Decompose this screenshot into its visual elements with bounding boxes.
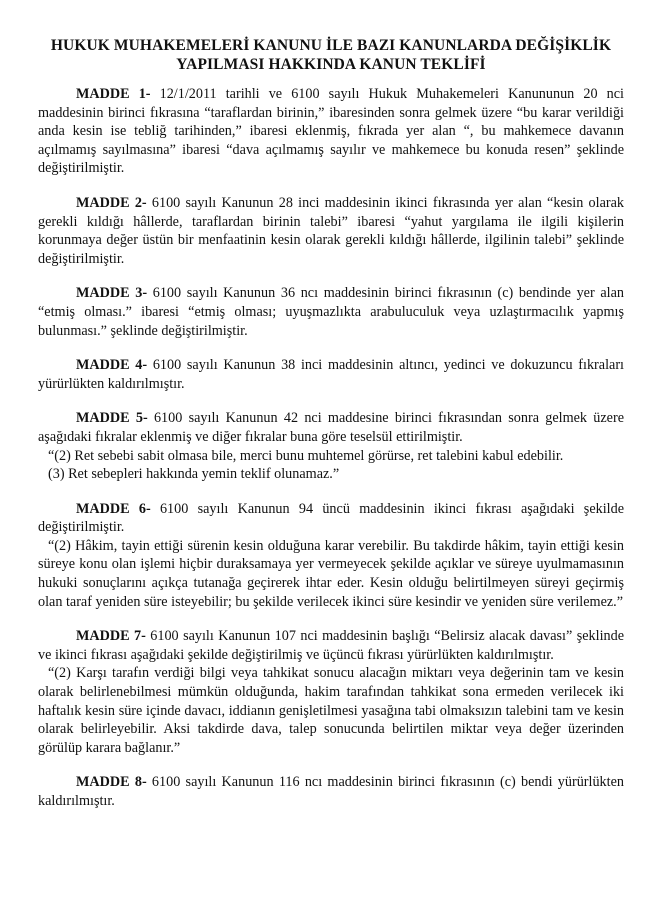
article-heading: MADDE 6- (76, 500, 151, 517)
article-text: 6100 sayılı Kanunun 107 nci maddesinin başlığı “Belirsiz alacak davası” şeklinde ve ikinci fıkrası aşağıdaki şekilde değiştirilmiş ve üçüncü fıkrası yürürlükten kaldırılmıştır. (38, 628, 624, 663)
article-text: 6100 sayılı Kanunun 116 ncı maddesinin birinci fıkrasının (c) bendi yürürlükten kaldırılmıştır. (38, 774, 624, 809)
article-text: 12/1/2011 tarihli ve 6100 sayılı Hukuk Muhakemeleri Kanununun 20 nci maddesinin birinci fıkrasına “taraflardan birinin,” ibaresinden sonra gelmek üzere “bu karar verildiği anda kesin ise tebliğ tarihinden,” ibaresi eklenmiş, fıkrada yer alan “, bu mahkemece davanın açılmamış sayılmasına” ibaresi “dava açılmamış sayılır ve mahkemece bu konuda resen” şeklinde değiştirilmiştir. (38, 86, 624, 177)
article-paragraph (38, 500, 624, 537)
article-7 (38, 627, 624, 757)
article-text: 6100 sayılı Kanunun 36 ncı maddesinin birinci fıkrasının (c) bendinde yer alan “etmiş olması.” ibaresi “etmiş olması; uyuşmazlıkta arabuluculuk veya uzlaştırmacılık yapmış bulunması.” şeklinde değiştirilmiştir. (38, 285, 624, 339)
quoted-paragraph: “(2) Ret sebebi sabit olmasa bile, merci bunu muhtemel görürse, ret talebini kabul edebilir. (48, 447, 564, 464)
article-5 (38, 409, 624, 483)
article-text: 6100 sayılı Kanunun 28 inci maddesinin ikinci fıkrasında yer alan “kesin olarak gerekli kıldığı hâllerde, taraflardan birinin talebi” ibaresi “yahut yargılama ile ilgili kişilerin korunmaya değer üstün bir menfaatinin kesin olarak gerekli kıldığı hâllerde, ilgilinin talebi” şeklinde değiştirilmiştir. (38, 194, 624, 267)
title-line-2: YAPILMASI HAKKINDA KANUN TEKLİFİ (176, 56, 486, 73)
title-line-1: HUKUK MUHAKEMELERİ KANUNU İLE BAZI KANUNLARDA DEĞİŞİKLİK (50, 37, 612, 54)
article-8 (38, 773, 624, 810)
article-6 (38, 500, 624, 612)
article-paragraph (38, 773, 624, 810)
article-heading: MADDE 8- (76, 774, 147, 791)
article-heading: MADDE 7- (76, 628, 146, 645)
article-paragraph (38, 284, 624, 340)
article-paragraph (38, 409, 624, 446)
article-paragraph (38, 356, 624, 393)
article-text: 6100 sayılı Kanunun 38 inci maddesinin altıncı, yedinci ve dokuzuncu fıkraları yürürlükten kaldırılmıştır. (38, 357, 624, 392)
article-heading: MADDE 5- (76, 410, 148, 427)
document-title (38, 36, 624, 74)
article-paragraph (38, 85, 624, 178)
quoted-paragraph: “(2) Karşı tarafın verdiği bilgi veya tahkikat sonucu alacağın miktarı veya değerinin tam ve kesin olarak belirlenebilmesi mümkün olduğunda, hakim tarafından tahkikat sona ermeden verilecek iki haftalık kesin süre içinde davacı, iddianın genişletilmesi yasağına tabi olmaksızın talebini tam ve kesin olarak belirleyebilir. Aksi takdirde dava, talep sonucunda belirtilen miktar veya değer üzerinden görülüp karara bağlanır.” (38, 665, 624, 756)
article-heading: MADDE 2- (76, 194, 147, 211)
article-heading: MADDE 3- (76, 285, 148, 302)
article-3 (38, 284, 624, 340)
quoted-paragraph: “(2) Hâkim, tayin ettiği sürenin kesin olduğuna karar verebilir. Bu takdirde hâkim, tayin ettiği kesin süreye konu olan işlemi hiçbir duraksamaya yer vermeyecek şekilde açıklar ve süreye uyulmamasının hukuki sonuçlarını açıkça tutanağa geçirerek ihtar eder. Kesin olduğu belirtilmeyen süreyi geçirmiş olan taraf yeniden süre isteyebilir; bu şekilde verilecek ikinci süre kesindir ve yeniden süre verilemez.” (38, 537, 624, 610)
article-paragraph (38, 627, 624, 664)
article-text: 6100 sayılı Kanunun 94 üncü maddesinin ikinci fıkrası aşağıdaki şekilde değiştirilmiştir. (38, 500, 624, 536)
article-paragraph (38, 194, 624, 268)
article-text: 6100 sayılı Kanunun 42 nci maddesine birinci fıkrasından sonra gelmek üzere aşağıdaki fıkralar eklenmiş ve diğer fıkralar buna göre teselsül ettirilmiştir. (38, 410, 624, 445)
article-heading: MADDE 4- (76, 357, 148, 374)
article-4 (38, 356, 624, 393)
article-heading: MADDE 1- (76, 86, 151, 102)
article-1 (38, 85, 624, 178)
quoted-paragraph: (3) Ret sebepleri hakkında yemin teklif olunamaz.” (48, 466, 340, 483)
article-2 (38, 194, 624, 268)
